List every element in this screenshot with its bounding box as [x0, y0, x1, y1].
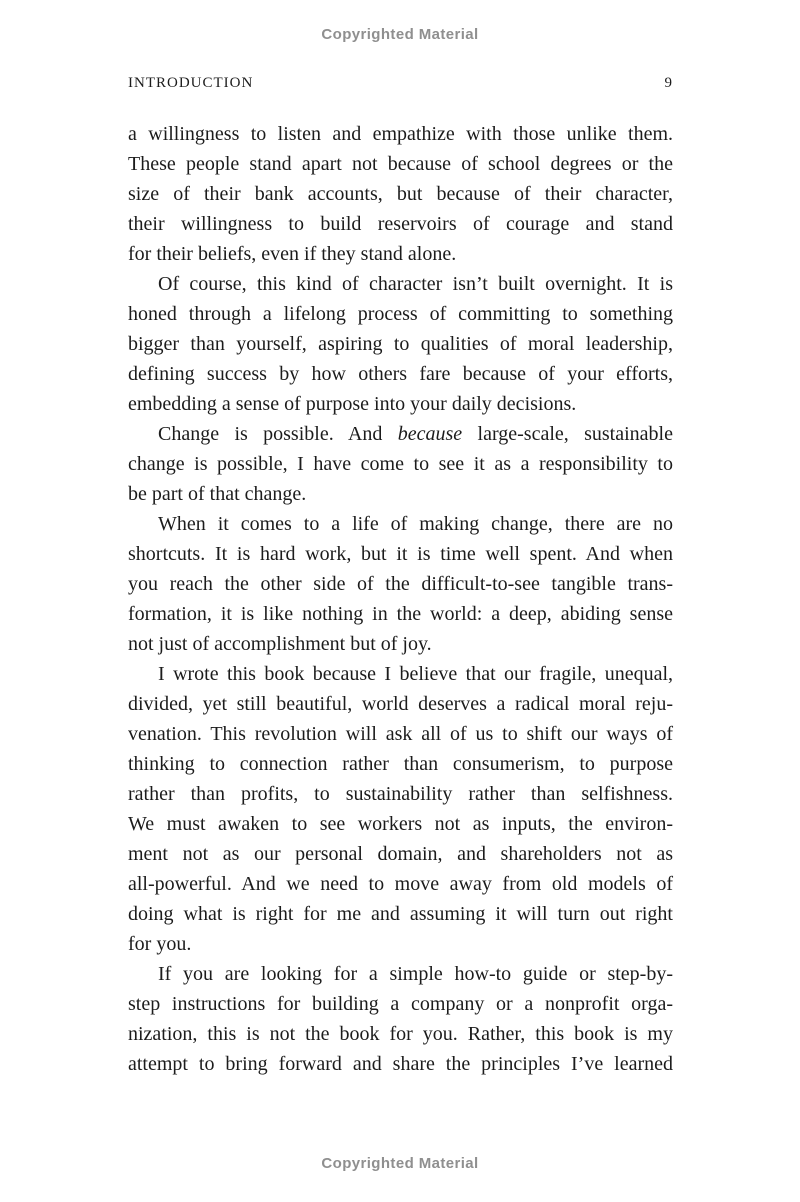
text-line — [128, 269, 673, 299]
text-line — [128, 569, 673, 599]
copyright-watermark-bottom: Copyrighted Material — [321, 1155, 479, 1172]
text-line — [128, 629, 673, 659]
text-line — [128, 599, 673, 629]
text-segment: Of course, this kind of character isn’t built overnight. It is — [158, 273, 673, 295]
text-segment: thinking to connection rather than consumerism, to purpose — [128, 753, 673, 775]
text-segment: formation, it is like nothing in the world: a deep, abiding sense — [128, 603, 673, 625]
text-line — [128, 389, 673, 419]
text-segment: size of their bank accounts, but because of their character, — [128, 183, 673, 205]
text-segment: step instructions for building a company or a nonprofit orga- — [128, 993, 673, 1015]
text-line — [128, 809, 673, 839]
text-segment: These people stand apart not because of school degrees or the — [128, 153, 673, 175]
italic-text: because — [397, 423, 463, 445]
text-line — [128, 749, 673, 779]
text-line — [128, 659, 673, 689]
text-line — [128, 359, 673, 389]
text-segment: nization, this is not the book for you. Rather, this book is my — [128, 1023, 673, 1045]
text-segment: you reach the other side of the difficult-to-see tangible trans- — [128, 573, 673, 595]
text-segment: defining success by how others fare because of your efforts, — [128, 363, 673, 385]
text-line — [128, 209, 673, 239]
text-line — [128, 179, 673, 209]
text-line — [128, 479, 673, 509]
text-segment: their willingness to build reservoirs of courage and stand — [128, 213, 673, 235]
text-segment: divided, yet still beautiful, world deserves a radical moral reju- — [128, 693, 673, 715]
text-segment: We must awaken to see workers not as inputs, the environ- — [128, 813, 673, 835]
text-segment: If you are looking for a simple how-to guide or step-by- — [158, 963, 673, 985]
text-segment: not just of accomplishment but of joy. — [128, 633, 432, 655]
text-line — [128, 689, 673, 719]
text-line — [128, 869, 673, 899]
text-line — [128, 539, 673, 569]
text-segment: I wrote this book because I believe that our fragile, unequal, — [158, 663, 673, 685]
text-segment: When it comes to a life of making change, there are no — [158, 513, 673, 535]
text-segment: ment not as our personal domain, and shareholders not as — [128, 843, 673, 865]
text-line — [128, 1019, 673, 1049]
text-segment: change is possible, I have come to see it as a responsibility to — [128, 453, 673, 475]
page-number: 9 — [664, 75, 672, 91]
text-segment: honed through a lifelong process of committing to something — [128, 303, 673, 325]
running-head-title: INTRODUCTION — [128, 75, 254, 91]
text-segment: Change is possible. And — [158, 423, 398, 445]
text-line — [128, 149, 673, 179]
text-segment: rather than profits, to sustainability rather than selfishness. — [128, 783, 673, 805]
text-line — [128, 719, 673, 749]
text-segment: shortcuts. It is hard work, but it is time well spent. And when — [128, 543, 673, 565]
text-segment: large-scale, sustainable — [462, 423, 673, 445]
text-line — [128, 1049, 673, 1079]
text-line — [128, 299, 673, 329]
paragraph — [128, 269, 673, 419]
text-segment: embedding a sense of purpose into your daily decisions. — [128, 393, 577, 415]
text-line — [128, 329, 673, 359]
copyright-watermark-top: Copyrighted Material — [321, 26, 479, 43]
paragraph — [128, 659, 673, 959]
text-line — [128, 839, 673, 869]
text-segment: doing what is right for me and assuming it will turn out right — [128, 903, 673, 925]
text-segment: attempt to bring forward and share the principles I’ve learned — [128, 1053, 673, 1075]
paragraph — [128, 419, 673, 509]
text-line — [128, 419, 673, 449]
text-line — [128, 449, 673, 479]
text-line — [128, 989, 673, 1019]
paragraph — [128, 119, 673, 269]
running-header — [128, 75, 672, 91]
text-line — [128, 929, 673, 959]
text-line — [128, 239, 673, 269]
page-body — [128, 119, 673, 1079]
paragraph — [128, 509, 673, 659]
paragraph — [128, 959, 673, 1079]
text-segment: for their beliefs, even if they stand alone. — [128, 243, 457, 265]
text-line — [128, 509, 673, 539]
text-segment: be part of that change. — [128, 483, 307, 505]
text-line — [128, 899, 673, 929]
text-segment: bigger than yourself, aspiring to qualities of moral leadership, — [128, 333, 673, 355]
text-segment: for you. — [128, 933, 192, 955]
text-segment: all-powerful. And we need to move away from old models of — [128, 873, 673, 895]
text-line — [128, 119, 673, 149]
text-line — [128, 959, 673, 989]
text-segment: a willingness to listen and empathize with those unlike them. — [128, 123, 673, 145]
text-segment: venation. This revolution will ask all of us to shift our ways of — [128, 723, 673, 745]
text-line — [128, 779, 673, 809]
